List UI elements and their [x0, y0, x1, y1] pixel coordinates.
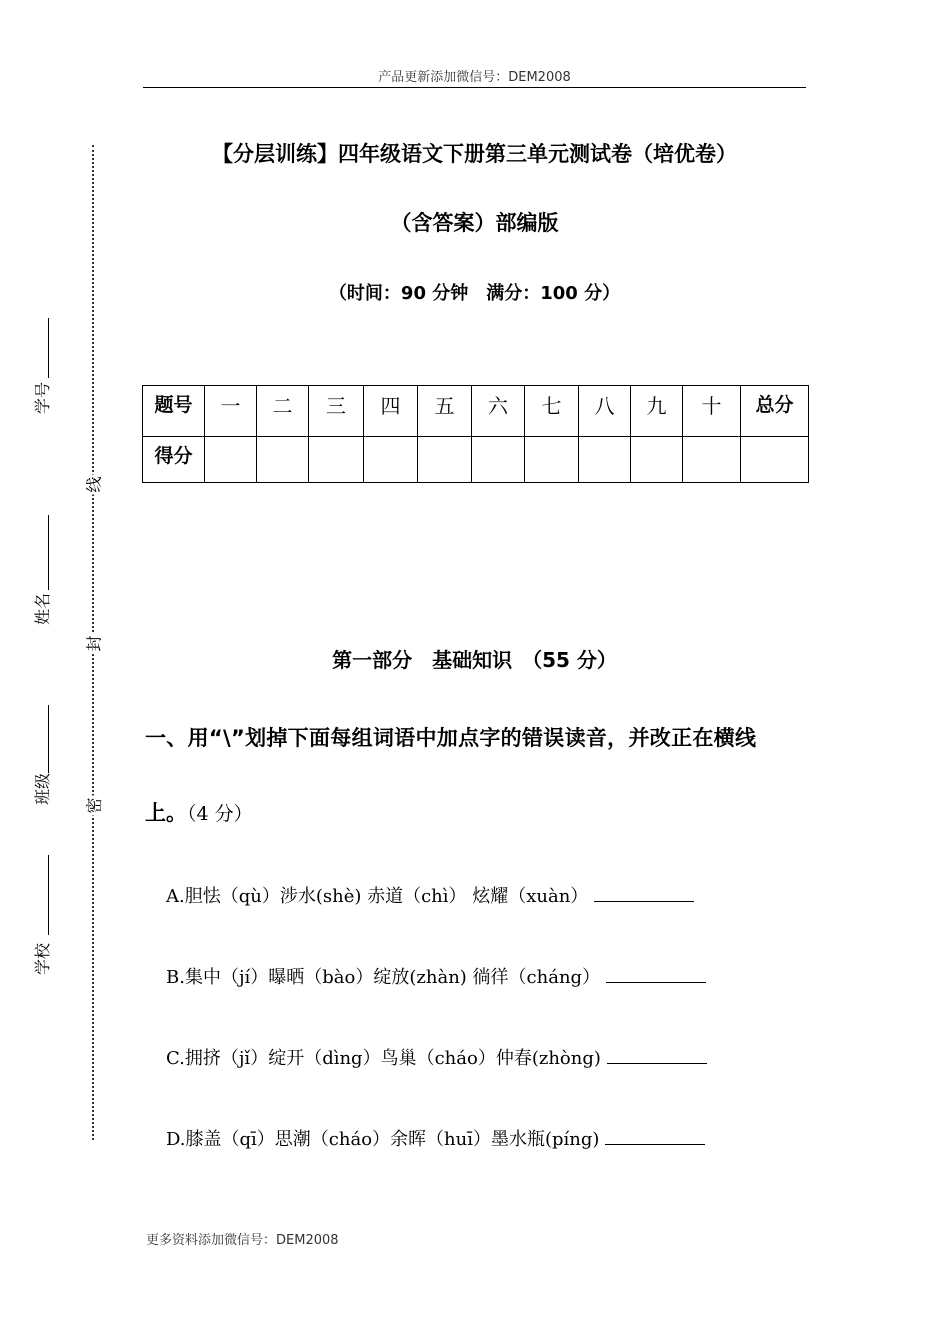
title-line-2: （含答案）部编版: [390, 211, 559, 235]
col-2: 二: [257, 386, 309, 437]
name-line: [48, 515, 49, 590]
col-7: 七: [525, 386, 579, 437]
class-line: [48, 705, 49, 773]
title-line-1: 【分层训练】四年级语文下册第三单元测试卷（培优卷）: [212, 142, 737, 166]
class-label: 班级: [33, 772, 52, 805]
option-d: [166, 1125, 705, 1151]
cut-mark-seal: 封: [82, 633, 105, 653]
col-8: 八: [579, 386, 631, 437]
score-cell: [631, 437, 683, 483]
page-header: 产品更新添加微信号：DEM2008: [378, 70, 571, 85]
score-cell: [257, 437, 309, 483]
col-10: 十: [683, 386, 741, 437]
score-table: [142, 385, 809, 483]
option-a: [166, 882, 694, 908]
question-1-prompt-end: 上。: [145, 801, 187, 825]
row-label-question: 题号: [143, 386, 205, 437]
option-c-answer-blank[interactable]: [607, 1045, 707, 1064]
cut-mark-secret: 密: [82, 795, 105, 815]
col-9: 九: [631, 386, 683, 437]
col-1: 一: [205, 386, 257, 437]
score-cell: [579, 437, 631, 483]
col-6: 六: [472, 386, 525, 437]
col-5: 五: [418, 386, 472, 437]
school-line: [48, 855, 49, 935]
question-1-prompt-cont: [145, 797, 253, 827]
score-table-score-row: [143, 437, 809, 483]
question-1-prompt: 一、用“\”划掉下面每组词语中加点字的错误读音，并改正在横线: [145, 726, 757, 750]
student-id-label: 学号: [33, 381, 52, 414]
row-label-score: 得分: [143, 437, 205, 483]
col-4: 四: [364, 386, 418, 437]
score-cell: [525, 437, 579, 483]
col-total: 总分: [741, 386, 809, 437]
option-d-text: D.膝盖（qī）思潮（cháo）余晖（huī）墨水瓶(píng): [166, 1129, 600, 1150]
exam-meta: （时间：90 分钟 满分：100 分）: [328, 283, 621, 304]
section-heading: 第一部分 基础知识 （55 分）: [332, 648, 617, 672]
question-1-points: （4 分）: [187, 803, 253, 825]
option-b-text: B.集中（jí）曝晒（bào）绽放(zhàn) 徜徉（cháng）: [166, 967, 601, 988]
option-a-answer-blank[interactable]: [594, 883, 694, 902]
student-id-line: [48, 318, 49, 378]
name-label: 姓名: [33, 592, 52, 625]
score-cell: [683, 437, 741, 483]
option-c-text: C.拥挤（jǐ）绽开（dìng）鸟巢（cháo）仲春(zhòng): [166, 1048, 601, 1069]
score-table-header-row: [143, 386, 809, 437]
score-cell: [418, 437, 472, 483]
score-cell: [472, 437, 525, 483]
option-d-answer-blank[interactable]: [605, 1126, 705, 1145]
option-a-text: A.胆怯（qù）涉水(shè) 赤道（chì） 炫耀（xuàn）: [166, 886, 589, 907]
page-footer: 更多资料添加微信号：DEM2008: [146, 1233, 339, 1248]
cut-mark-line: 线: [82, 474, 105, 494]
header-rule: [143, 87, 806, 88]
score-cell: [309, 437, 364, 483]
option-b: [166, 963, 706, 989]
option-c: [166, 1044, 707, 1070]
option-b-answer-blank[interactable]: [606, 964, 706, 983]
col-3: 三: [309, 386, 364, 437]
score-cell: [205, 437, 257, 483]
score-cell: [364, 437, 418, 483]
score-cell-total: [741, 437, 809, 483]
school-label: 学校: [33, 942, 52, 975]
